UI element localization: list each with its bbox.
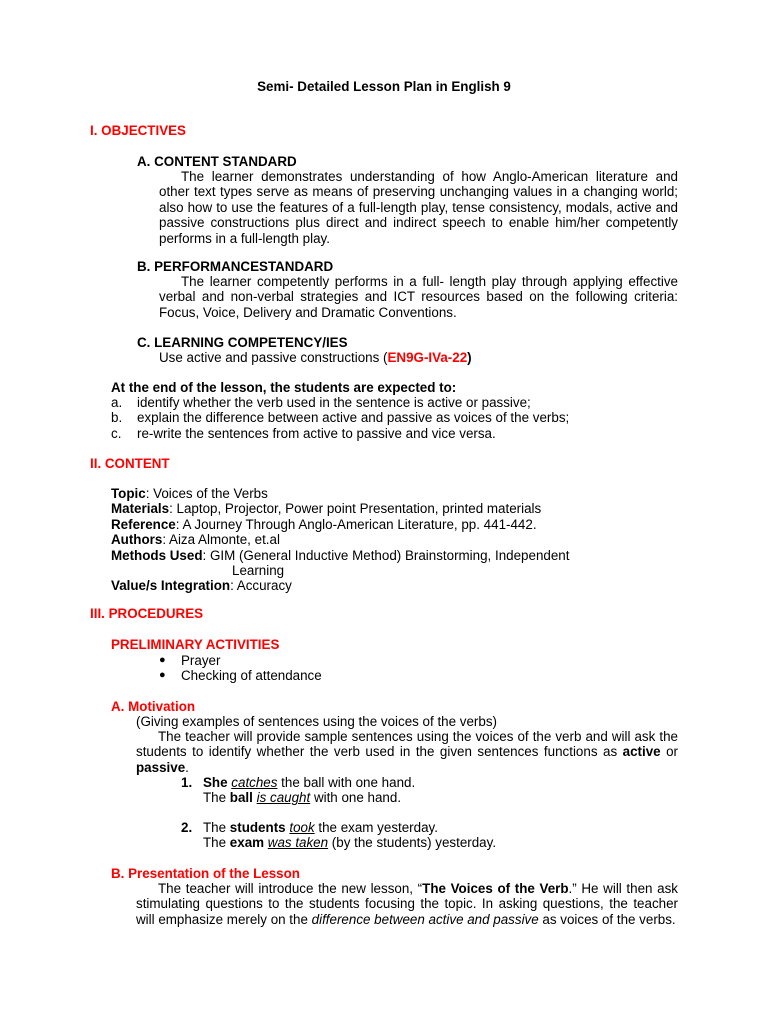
materials-row: Materials: Laptop, Projector, Power point Presentation, printed materials (111, 501, 542, 517)
performance-standard-text: The learner competently performs in a full- length play through applying effective verbal and non-verbal strategies and ICT resources based on the following criteria: Focus, Voice, Delivery and Dramatic Conventions. (159, 274, 678, 320)
competency-code: EN9G-IVa-22 (387, 350, 468, 365)
list-item: ● Prayer (159, 653, 221, 668)
presentation-text: The teacher will introduce the new lesson, “The Voices of the Verb.” He will then ask stimulating questions to the students focusing the topic. In asking questions, the teacher will emphasize merely on the difference between active and passive as voices of the verbs. (136, 881, 678, 927)
learning-competency-text: Use active and passive constructions (EN9G-IVa-22) (159, 350, 472, 365)
bullet-icon: ● (159, 654, 166, 666)
example-2: 2. The students took the exam yesterday. The exam was taken (by the students) yesterday. (181, 820, 497, 851)
procedures-heading: III. PROCEDURES (90, 606, 204, 621)
list-item: a. identify whether the verb used in the sentence is active or passive; (111, 395, 531, 410)
motivation-heading: A. Motivation (111, 699, 196, 714)
performance-standard-label: B. PERFORMANCESTANDARD (137, 259, 334, 274)
list-item: b. explain the difference between active and passive as voices of the verbs; (111, 410, 570, 426)
motivation-text: The teacher will provide sample sentences using the voices of the verb and will ask the students to identify whether the verb used in the given sentences functions as active or passive. (136, 729, 678, 775)
page-title: Semi- Detailed Lesson Plan in English 9 (257, 79, 511, 94)
list-item: ● Checking of attendance (159, 668, 322, 684)
content-info (111, 486, 691, 594)
preliminary-heading: PRELIMINARY ACTIVITIES (111, 637, 280, 652)
topic-row: Topic: Voices of the Verbs (111, 486, 268, 501)
methods-row: Methods Used: GIM (General Inductive Method) Brainstorming, Independent (111, 547, 570, 563)
content-standard-text: The learner demonstrates understanding of how Anglo-American literature and other text types serve as means of preserving unchanging values in a changing world; also how to use the features of a full-length play, tense consistency, modals, active and passive constructions plus direct and indirect speech to enable him/her competently performs in a full-length play. (159, 169, 678, 246)
authors-row: Authors: Aiza Almonte, et.al (111, 532, 280, 548)
reference-row: Reference: A Journey Through Anglo-American Literature, pp. 441-442. (111, 516, 537, 532)
learning-competency-label: C. LEARNING COMPETENCY/IES (137, 335, 348, 350)
motivation-note: (Giving examples of sentences using the voices of the verbs) (136, 714, 497, 729)
content-heading: II. CONTENT (90, 456, 170, 471)
values-row: Value/s Integration: Accuracy (111, 578, 292, 594)
example-1: 1. She catches the ball with one hand. The ball is caught with one hand. (181, 775, 416, 806)
bullet-icon: ● (159, 669, 166, 682)
preliminary-list (159, 653, 322, 684)
list-item: c. re-write the sentences from active to passive and vice versa. (111, 425, 496, 441)
objectives-heading: I. OBJECTIVES (90, 123, 186, 138)
content-standard-label: A. CONTENT STANDARD (137, 154, 297, 169)
presentation-heading: B. Presentation of the Lesson (111, 866, 300, 881)
methods-continued: Learning (232, 563, 285, 579)
end-of-lesson-list (111, 395, 681, 441)
end-of-lesson-heading: At the end of the lesson, the students are expected to: (111, 380, 457, 395)
